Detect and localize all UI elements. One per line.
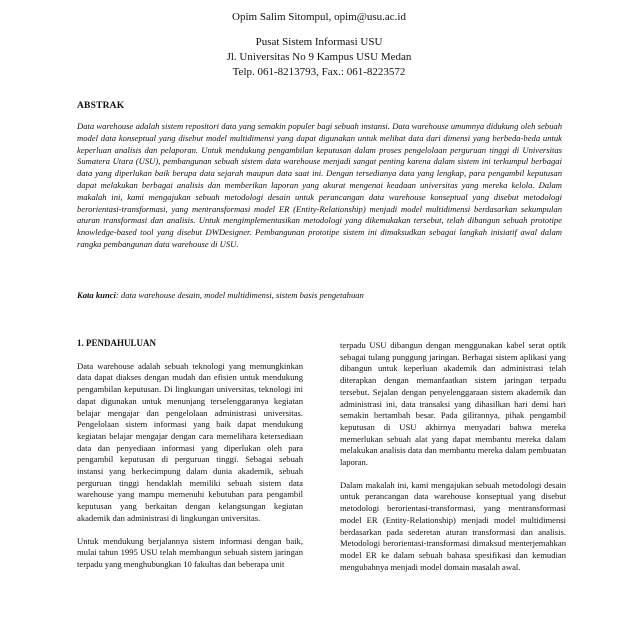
left-paragraph: Untuk mendukung berjalannya sistem informasi dengan baik, mulai tahun 1995 USU telah membangun sebuah sistem jaringan terpadu yang menghubungkan 10 fakultas dan beberapa unit [77, 535, 303, 569]
keywords-text: : data warehouse desain, model multidimensi, sistem basis pengetahuan [115, 290, 364, 300]
keywords-label: Kata kunci [77, 290, 116, 300]
keywords [77, 290, 562, 302]
institution-address: Jl. Universitas No 9 Kampus USU Medan [226, 51, 412, 63]
left-column [77, 338, 303, 582]
section-heading: 1. PENDAHULUAN [77, 338, 157, 348]
right-paragraph: terpadu USU dibangun dengan menggunakan kabel serat optik sebagai tulang punggung jaringan. Berbagai sistem aplikasi yang dibangun untuk keperluan akademik dan administrasi telah diterapkan dengan memanfaatkan sistem jaringan terpadu tersebut. Sejalan dengan penyelenggaraan sistem akademik dan administrasi ini, data transaksi yang dihasilkan hari demi hari semakin bertambah besar. Pada gilirannya, pihak pengambil keputusan di USU akhirnya menyadari bahwa mereka memerlukan sebuah alat yang dapat membantu mereka dalam melakukan analisis data dan membantu mereka dalam pembuatan laporan. [340, 340, 566, 468]
author-line: Opim Salim Sitompul, opim@usu.ac.id [232, 11, 406, 23]
right-column [340, 340, 566, 584]
institution-contact: Telp. 061-8213793, Fax.: 061-8223572 [232, 66, 406, 78]
institution-name: Pusat Sistem Informasi USU [255, 36, 383, 48]
left-paragraph: Data warehouse adalah sebuah teknologi yang memungkinkan data dapat diakses dengan mudah dan efisien untuk mendukung pengambilan keputusan. Di lingkungan universitas, teknologi ini dapat digunakan untuk menunjang terselenggaranya kegiatan belajar mengajar dan pengelolaan administrasi universitas. Pengelolaan sistem informasi yang baik dapat mendukung kegiatan belajar mengajar dengan cara memelihara ketersediaan data dan penyediaan informasi yang diperlukan oleh para pengambil keputusan di perguruan tinggi. Sebagai sebuah instansi yang berkecimpung dalam dunia akademik, sebuah perguruan tinggi hendaklah memiliki sebuah sistem data warehouse yang mampu memenuhi kebutuhan para pengambil keputusan yang berkaitan dengan kelangsungan kegiatan akademik dan administrasi di lingkungan universitas. [77, 360, 303, 523]
abstract-text: Data warehouse adalah sistem repositori data yang semakin populer bagi sebuah instansi. Data warehouse umumnya didukung oleh sebuah model data konseptual yang disebut model multidimensi yang dapat digunakan untuk melihat data dari dimensi yang berbeda-beda untuk keperluan analisis dan pelaporan. Untuk mendukung pengambilan keputusan dalam proses pengelolaan perguruan tinggi di Universitas Sumatera Utara (USU), pembangunan sebuah sistem data warehouse menjadi sangat penting karena dalam sistem ini terkumpul berbagai data yang diperlukan baik berupa data sejarah maupun data saat ini. Dengan tersedianya data yang lengkap, para pengambil keputusan dapat melakukan berbagai analisis dan memberikan laporan yang akurat mengenai keadaan universitas yang mereka kelola. Dalam makalah ini, kami mengajukan sebuah metodologi desain untuk perancangan data warehouse konseptual yang disebut metodologi berorientasi-transformasi, yang mentransformasi model ER (Entity-Relationship) menjadi model multidimensi berdasarkan sekumpulan aturan transformasi dan analisis. Untuk mengimplementasikan metodologi yang dikemukakan tersebut, telah dibangun sebuah prototipe knowledge-based tool yang disebut DWDesigner. Pembangunan prototipe sistem ini dimaksudkan sebagai langkah inisiatif awal dalam rangka pembangunan data warehouse di USU. [77, 121, 562, 249]
right-paragraph: Dalam makalah ini, kami mengajukan sebuah metodologi desain untuk perancangan data warehouse konseptual yang disebut metodologi berorientasi-transformasi, yang mentransformasi model ER (Entity-Relationship) menjadi model multidimensi berdasarkan pada sederetan aturan transformasi dan analisis. Metodologi berorientasi-transformasi dimaksud menterjemahkan model ER ke dalam sebuah bahasa spesifikasi dan kemudian mengubahnya menjadi model domain masalah awal. [340, 479, 566, 572]
paper-header [0, 10, 638, 80]
abstract-title: ABSTRAK [77, 101, 125, 111]
header-spacer [0, 25, 638, 35]
